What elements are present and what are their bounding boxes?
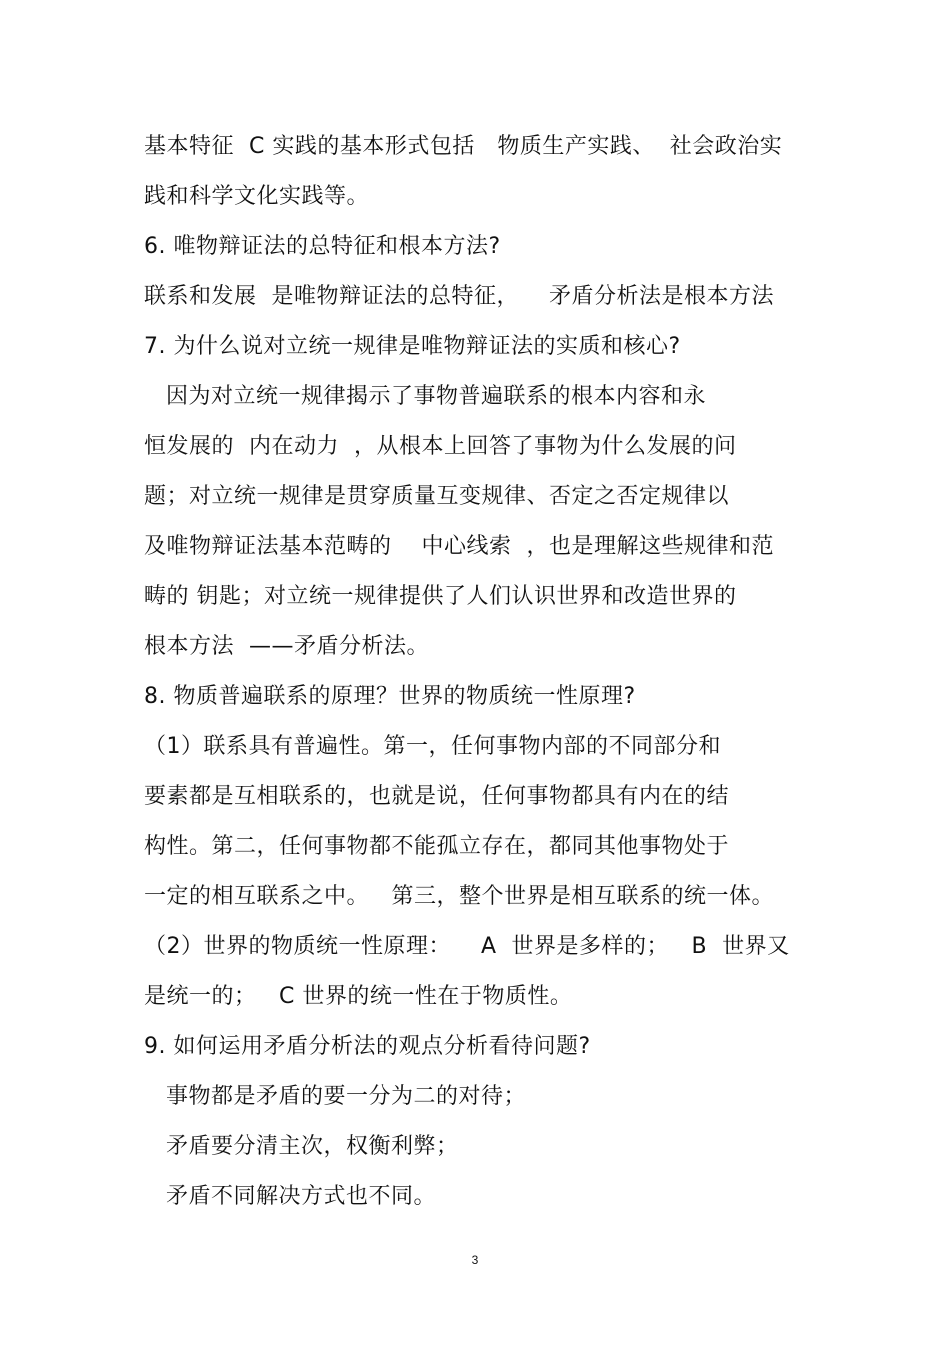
text-line-9: 及唯物辩证法基本范畴的 中心线索 ，也是理解这些规律和范: [144, 534, 774, 559]
question-6-heading: 6. 唯物辩证法的总特征和根本方法?: [144, 234, 501, 259]
text-line-16: 一定的相互联系之中。 第三，整个世界是相互联系的统一体。: [144, 884, 774, 909]
question-9-heading: 9. 如何运用矛盾分析法的观点分析看待问题?: [144, 1034, 591, 1059]
text-line-18: 是统一的； C 世界的统一性在于物质性。: [144, 984, 573, 1009]
text-line-2: 践和科学文化实践等。: [144, 184, 370, 209]
text-line-10: 畴的 钥匙；对立统一规律提供了人们认识世界和改造世界的: [144, 584, 737, 609]
text-line-22: 矛盾不同解决方式也不同。: [166, 1184, 437, 1209]
text-line-11: 根本方法 ——矛盾分析法。: [144, 634, 429, 659]
text-line-13: （1）联系具有普遍性。第一，任何事物内部的不同部分和: [144, 734, 721, 759]
text-line-1: 基本特征 C 实践的基本形式包括 物质生产实践、 社会政治实: [144, 134, 783, 159]
text-line-17: （2）世界的物质统一性原理： A 世界是多样的； B 世界又: [144, 934, 790, 959]
text-line-15: 构性。第二，任何事物都不能孤立存在，都同其他事物处于: [144, 834, 730, 859]
text-line-8: 题；对立统一规律是贯穿质量互变规律、否定之否定规律以: [144, 484, 730, 509]
text-line-14: 要素都是互相联系的，也就是说，任何事物都具有内在的结: [144, 784, 730, 809]
text-line-20: 事物都是矛盾的要一分为二的对待；: [166, 1084, 527, 1109]
text-line-6: 因为对立统一规律揭示了事物普遍联系的根本内容和永: [166, 384, 707, 409]
text-line-7: 恒发展的 内在动力 ，从根本上回答了事物为什么发展的问: [144, 434, 737, 459]
text-line-4: 联系和发展 是唯物辩证法的总特征， 矛盾分析法是根本方法: [144, 284, 774, 309]
question-7-heading: 7. 为什么说对立统一规律是唯物辩证法的实质和核心?: [144, 334, 681, 359]
question-8-heading: 8. 物质普遍联系的原理？世界的物质统一性原理?: [144, 684, 636, 709]
text-line-21: 矛盾要分清主次，权衡利弊；: [166, 1134, 459, 1159]
page-number: 3: [471, 1253, 479, 1267]
